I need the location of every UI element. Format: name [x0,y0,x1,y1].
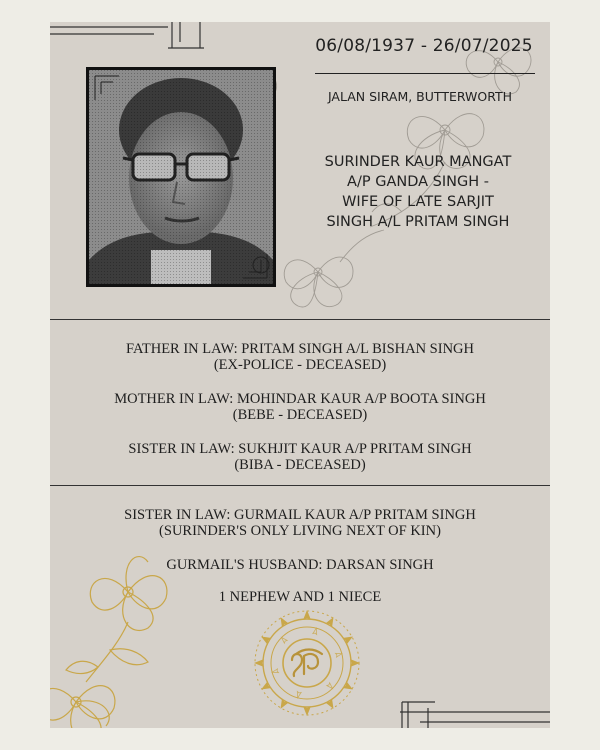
relation-line: SISTER IN LAW: SUKHJIT KAUR A/P PRITAM SINGH [128,441,472,457]
memorial-card [50,22,550,728]
date-divider [315,73,535,74]
section-divider [50,485,550,486]
portrait-photo [86,67,276,287]
section-divider [50,319,550,320]
relation-note: (EX-POLICE - DECEASED) [213,357,387,373]
deceased-name [298,152,538,232]
relation-line: SISTER IN LAW: GURMAIL KAUR A/P PRITAM SINGH [124,507,476,523]
name-line: SURINDER KAUR MANGAT [324,154,512,170]
relation-item [50,341,550,373]
relation-item [50,507,550,539]
husband-line: GURMAIL'S HUSBAND: DARSAN SINGH [166,557,434,573]
relation-line: MOTHER IN LAW: MOHINDAR KAUR A/P BOOTA SINGH [114,391,486,407]
relation-note: (BEBE - DECEASED) [232,407,368,423]
in-laws-section [50,341,550,491]
life-dates: 06/08/1937 - 26/07/2025 [315,36,533,56]
relation-item [50,441,550,473]
name-line: WIFE OF LATE SARJIT [342,194,494,210]
nephew-line: 1 NEPHEW AND 1 NIECE [218,589,382,605]
relation-note: (BIBA - DECEASED) [234,457,366,473]
name-line: A/P GANDA SINGH - [347,174,489,190]
relation-item [50,391,550,423]
name-line: SINGH A/L PRITAM SINGH [326,214,510,230]
next-of-kin-section [50,507,550,621]
relation-note: (SURINDER'S ONLY LIVING NEXT OF KIN) [159,523,441,539]
relation-line: FATHER IN LAW: PRITAM SINGH A/L BISHAN SINGH [126,341,474,357]
location: JALAN SIRAM, BUTTERWORTH [327,89,513,104]
ek-onkar-emblem-icon [252,608,362,718]
